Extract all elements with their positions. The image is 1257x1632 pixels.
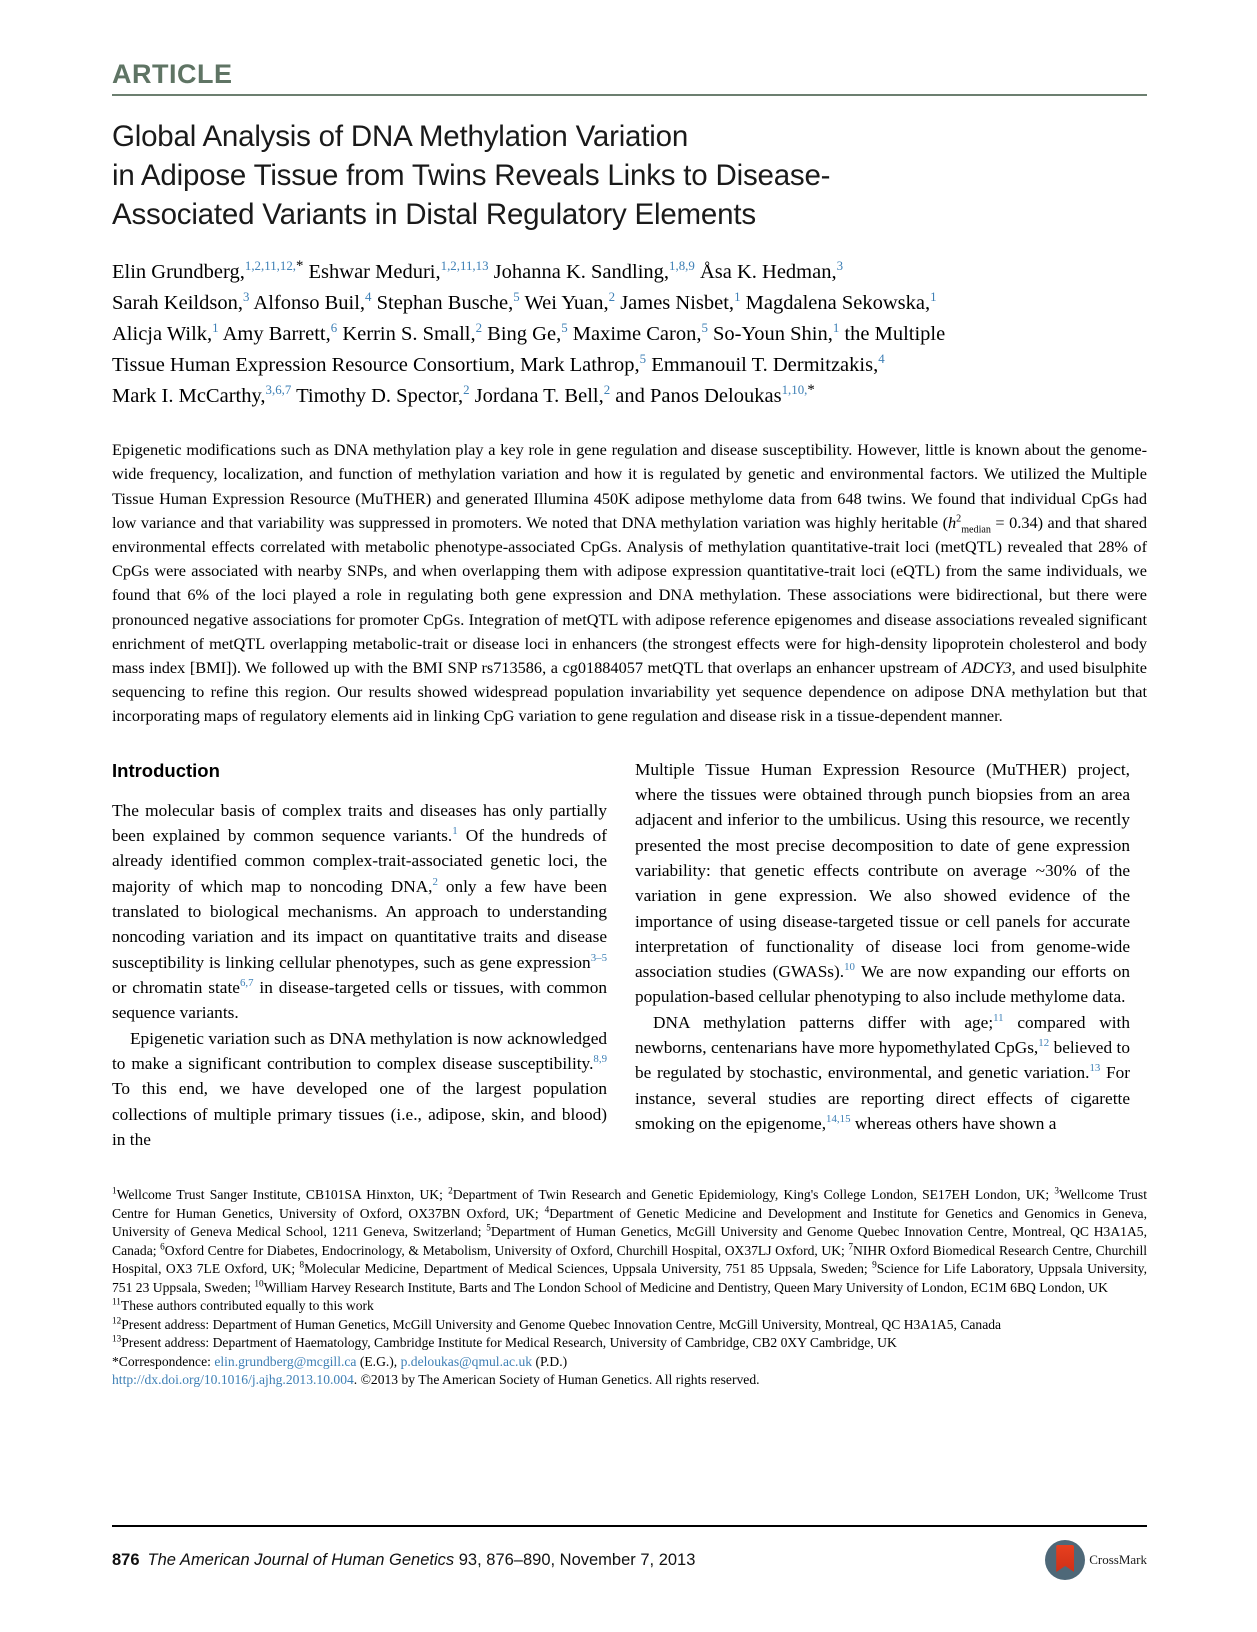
citation-detail: 93, 876–890, November 7, 2013 [454, 1550, 696, 1569]
affiliation-text: William Harvey Research Institute, Barts and The London School of Medicine and Dentistry, Queen Mary University of London, EC1M 6BQ London, UK [263, 1279, 1108, 1295]
author-name: So-Youn Shin, [707, 322, 833, 345]
citation-ref[interactable]: 8,9 [593, 1053, 607, 1066]
author-list [112, 257, 1147, 413]
citation-ref[interactable]: 2 [432, 875, 438, 888]
correspondence-label: *Correspondence: [112, 1353, 215, 1369]
email-link-grundberg[interactable]: elin.grundberg@mcgill.ca [214, 1353, 357, 1369]
author-name: Elin Grundberg, [112, 260, 245, 283]
footnote-marker: 12 [112, 1315, 122, 1326]
affiliation-number: 3 [1054, 1185, 1060, 1196]
affiliation-marker[interactable]: 1,2,11,13 [440, 257, 489, 273]
doi-link[interactable]: http://dx.doi.org/10.1016/j.ajhg.2013.10.004 [112, 1372, 354, 1388]
page-title [112, 118, 1147, 235]
author-name: Bing Ge, [482, 322, 562, 345]
affiliation-marker[interactable]: 3 [242, 288, 250, 304]
affiliation-text: Wellcome Trust Centre for Human Genetics, University of Oxford, OX37BN Oxford, UK; [112, 1187, 1147, 1221]
author-name: Timothy D. Spector, [291, 385, 464, 408]
text-run: Of the hundreds of already identified common complex-trait-associated genetic loci, the majority of which map to noncoding DNA, [112, 825, 607, 896]
author-line-2 [112, 288, 1147, 319]
affiliation-text: NIHR Oxford Biomedical Research Centre, Churchill Hospital, OX3 7LE Oxford, UK; [112, 1242, 1147, 1277]
affiliation-marker[interactable]: 2 [463, 382, 470, 398]
crossmark-icon [1045, 1540, 1085, 1580]
section-heading-introduction: Introduction [112, 759, 220, 781]
footnote-text: These authors contributed equally to this work [120, 1298, 374, 1314]
article-kicker: ARTICLE [112, 59, 233, 89]
footnote-text: Present address: Department of Human Genetics, McGill University and Genome Quebec Innovation Centre, McGill University, Montreal, QC H3A1A5, Canada [121, 1316, 1002, 1332]
affiliation-number: 1 [112, 1185, 117, 1196]
affiliation-marker[interactable]: 4 [365, 288, 372, 304]
title-line-2: in Adipose Tissue from Twins Reveals Links to Disease- [112, 158, 831, 192]
crossmark-label: CrossMark [1089, 1552, 1147, 1567]
author-name: Johanna K. Sandling, [488, 260, 670, 283]
text-run: whereas others have shown a [850, 1114, 1057, 1134]
author-name: and Panos Deloukas [610, 385, 782, 408]
journal-name: The American Journal of Human Genetics [147, 1550, 455, 1569]
right-column [635, 757, 1130, 1153]
author-line-3 [112, 319, 1147, 350]
affiliation-marker[interactable]: 5 [513, 288, 520, 304]
corresponding-author-marker[interactable]: * [807, 382, 815, 399]
affiliation-marker[interactable]: 1,8,9 [669, 257, 695, 273]
author-name: Alfonso Buil, [249, 291, 366, 314]
author-name: Emmanouil T. Dermitzakis, [646, 353, 879, 376]
gene-name-adcy3: ADCY3 [961, 657, 1012, 677]
email-link-deloukas[interactable]: p.deloukas@qmul.ac.uk [400, 1353, 533, 1369]
article-banner [112, 60, 1147, 96]
affiliation-number: 4 [544, 1204, 550, 1215]
text-run: believed to be regulated by stochastic, environmental, and genetic variation. [635, 1038, 1130, 1083]
affiliation-marker[interactable]: 4 [878, 351, 885, 367]
author-name: Tissue Human Expression Resource Consortium, Mark Lathrop, [112, 353, 640, 376]
footnote-13 [112, 1334, 1147, 1353]
affiliation-text: Department of Twin Research and Genetic Epidemiology, King's College London, SE17EH London, UK; [452, 1187, 1055, 1202]
heritability-symbol: h [948, 512, 957, 532]
text-run: (E.G.), [356, 1353, 401, 1369]
affiliation-marker[interactable]: 1,2,11,12, [244, 257, 297, 273]
text-run: in disease-targeted cells or tissues, with common sequence variants. [112, 977, 607, 1023]
footnote-marker: 13 [112, 1333, 122, 1344]
heritability-superscript: 2 [956, 513, 962, 525]
title-line-3: Associated Variants in Distal Regulatory Elements [112, 197, 756, 231]
page-footer [112, 1540, 1147, 1580]
citation-ref[interactable]: 1 [452, 825, 458, 838]
abstract-part-2: = 0.34) and that shared environmental effects correlated with metabolic phenotype-associated CpGs. Analysis of methylation quantitative-trait loci (metQTL) revealed that 28% of CpGs were associated with nearby SNPs, and when overlapping them with adipose expression quantitative-trait loci (eQTL) from the same individuals, we found that 6% of the loci played a role in regulating both gene expression and DNA methylation. These associations were bidirectional, but there were pronounced negative associations for promoter CpGs. Integration of metQTL with adipose reference epigenomes and disease associations revealed significant enrichment of metQTL overlapping metabolic-trait or disease loci in enhancers (the strongest effects were for high-density lipoprotein cholesterol and body mass index [BMI]). We followed up with the BMI SNP rs713586, a cg01884057 metQTL that overlaps an enhancer upstream of [112, 512, 1147, 677]
text-run: We are now expanding our efforts on population-based cellular phenotyping to also include methylome data. [635, 962, 1130, 1007]
affiliation-marker[interactable]: 2 [608, 288, 616, 304]
affiliations-list [112, 1186, 1147, 1297]
author-name: Maxime Caron, [567, 322, 702, 345]
affiliation-marker[interactable]: 1,10, [781, 382, 808, 398]
citation-ref[interactable]: 11 [993, 1012, 1004, 1025]
footnote-text: Present address: Department of Haematology, Cambridge Institute for Medical Research, University of Cambridge, CB2 0XY Cambridge, UK [121, 1335, 897, 1351]
author-line-1 [112, 257, 1147, 288]
author-name: Kerrin S. Small, [337, 322, 476, 345]
author-name: Stephan Busche, [371, 291, 514, 314]
affiliation-marker[interactable]: 5 [561, 319, 568, 335]
affiliation-text: Department of Genetic Medicine and Development and Institute for Genetics and Genomics in Geneva, University of Geneva Medical School, 1211 Geneva, Switzerland; [112, 1205, 1147, 1240]
affiliation-marker[interactable]: 1 [734, 288, 741, 304]
footnote-11 [112, 1297, 1147, 1316]
banner-rule [112, 94, 1147, 96]
author-name: James Nisbet, [615, 291, 735, 314]
correspondence-line [112, 1353, 1147, 1372]
citation-ref[interactable]: 12 [1038, 1037, 1050, 1050]
title-line-1: Global Analysis of DNA Methylation Variation [112, 119, 689, 153]
affiliation-text: Wellcome Trust Sanger Institute, CB101SA Hinxton, UK; [116, 1187, 449, 1202]
author-name: Jordana T. Bell, [469, 385, 604, 408]
text-run: or chromatin state [112, 977, 240, 997]
affiliation-marker[interactable]: 5 [701, 319, 708, 335]
abstract-part-1: Epigenetic modifications such as DNA methylation play a key role in gene regulation and disease susceptibility. However, little is known about the genome-wide frequency, localization, and function of methylation variation and how it is regulated by genetic and environmental factors. We utilized the Multiple Tissue Human Expression Resource (MuTHER) and generated Illumina 450K adipose methylome data from 648 twins. We found that individual CpGs had low variance and that variability was suppressed in promoters. We noted that DNA methylation variation was highly heritable ( [112, 440, 1147, 532]
copyright-text: . ©2013 by The American Society of Human Genetics. All rights reserved. [353, 1372, 760, 1388]
doi-line [112, 1371, 1147, 1390]
page-number: 876 [112, 1550, 140, 1569]
citation-ref[interactable]: 6,7 [239, 977, 254, 990]
affiliation-marker[interactable]: 1 [212, 319, 219, 335]
affiliation-marker[interactable]: 3 [836, 257, 844, 273]
affiliation-text: Department of Human Genetics, McGill University and Genome Quebec Innovation Centre, Montreal, QC H3A1A5, Canada; [112, 1224, 1147, 1258]
affiliation-marker[interactable]: 6 [330, 319, 338, 335]
footnote-marker: 11 [112, 1296, 121, 1307]
affiliation-number: 7 [848, 1241, 854, 1252]
text-run: compared with newborns, centenarians have more hypomethylated CpGs, [635, 1012, 1130, 1058]
footnote-12 [112, 1316, 1147, 1335]
affiliation-number: 5 [486, 1222, 491, 1233]
text-run: (P.D.) [532, 1353, 568, 1369]
author-name: Åsa K. Hedman, [694, 260, 837, 283]
affiliation-text: Molecular Medicine, Department of Medical Sciences, Uppsala University, 751 85 Uppsala, Sweden; [304, 1261, 873, 1277]
text-run: only a few have been translated to biological mechanisms. An approach to understanding noncoding variation and its impact on quantitative traits and disease susceptibility is linking cellular phenotypes, such as gene expression [112, 876, 607, 972]
author-name: Mark I. McCarthy, [112, 385, 266, 408]
footer-citation [112, 1551, 695, 1570]
intro-paragraph-2 [112, 1026, 607, 1153]
affiliation-marker[interactable]: 2 [475, 319, 483, 335]
affiliation-number: 6 [160, 1241, 165, 1252]
affiliation-marker[interactable]: 1 [930, 288, 937, 304]
affiliation-text: Oxford Centre for Diabetes, Endocrinology, & Metabolism, University of Oxford, Churchill Hospital, OX37LJ Oxford, UK; [164, 1242, 849, 1258]
author-name: Eshwar Meduri, [303, 260, 441, 283]
affiliation-text: Science for Life Laboratory, Uppsala University, 751 23 Uppsala, Sweden; [112, 1261, 1147, 1295]
footer-rule [112, 1525, 1147, 1527]
affiliation-marker[interactable]: 2 [603, 382, 611, 398]
crossmark-badge[interactable] [1045, 1540, 1147, 1580]
intro-paragraph-1 [112, 798, 607, 1026]
author-name: Sarah Keildson, [112, 291, 243, 314]
author-name: Alicja Wilk, [112, 322, 213, 345]
text-run: The molecular basis of complex traits and diseases has only partially been explained by common sequence variants. [112, 800, 607, 845]
intro-paragraph-3 [635, 757, 1130, 1010]
author-name: Wei Yuan, [519, 291, 609, 314]
intro-paragraph-4 [635, 1010, 1130, 1137]
abstract-part-3: , and used bisulphite sequencing to refine this region. Our results showed widespread population invariability yet sequence dependence on adipose DNA methylation but that incorporating maps of regulatory elements aid in linking CpG variation to gene regulation and disease risk in a tissue-dependent manner. [112, 657, 1147, 726]
author-line-5 [112, 381, 1147, 412]
citation-ref[interactable]: 3–5 [590, 951, 607, 964]
text-run: Multiple Tissue Human Expression Resource (MuTHER) project, where the tissues were obtained through punch biopsies from an area adjacent and inferior to the umbilicus. Using this resource, we recently presented the most precise decomposition to date of gene expression variability: that genetic effects contribute on average ~30% of the variation in gene expression. We also showed evidence of the importance of using disease-targeted tissue or cell panels for accurate interpretation of functionality of disease loci from genome-wide association studies (GWASs). [635, 759, 1130, 982]
left-column [112, 757, 607, 1153]
affiliation-number: 10 [254, 1278, 264, 1289]
text-run: DNA methylation patterns differ with age; [653, 1012, 994, 1032]
affiliation-marker[interactable]: 1 [832, 319, 840, 335]
text-run: Epigenetic variation such as DNA methylation is now acknowledged to make a significant contribution to complex disease susceptibility. [112, 1028, 607, 1073]
affiliation-number: 2 [448, 1185, 453, 1196]
affiliation-number: 8 [299, 1259, 305, 1270]
author-name: Amy Barrett, [218, 322, 331, 345]
corresponding-author-marker[interactable]: * [296, 257, 304, 274]
author-line-4 [112, 350, 1147, 381]
footnotes-block [112, 1186, 1147, 1390]
affiliation-number: 9 [872, 1259, 877, 1270]
affiliation-marker[interactable]: 5 [639, 351, 647, 367]
text-run: For instance, several studies are reporting direct effects of cigarette smoking on the epigenome, [635, 1063, 1130, 1134]
citation-ref[interactable]: 14,15 [826, 1113, 851, 1126]
affiliation-marker[interactable]: 3,6,7 [265, 382, 292, 398]
author-name: the Multiple [839, 322, 946, 345]
body-columns [112, 757, 1147, 1153]
citation-ref[interactable]: 13 [1089, 1062, 1101, 1075]
heritability-subscript: median [961, 524, 991, 536]
text-run: To this end, we have developed one of the largest population collections of multiple primary tissues (i.e., adipose, skin, and blood) in the [112, 1079, 607, 1149]
abstract [112, 438, 1147, 728]
citation-ref[interactable]: 10 [844, 961, 855, 974]
author-name: Magdalena Sekowska, [740, 291, 931, 314]
